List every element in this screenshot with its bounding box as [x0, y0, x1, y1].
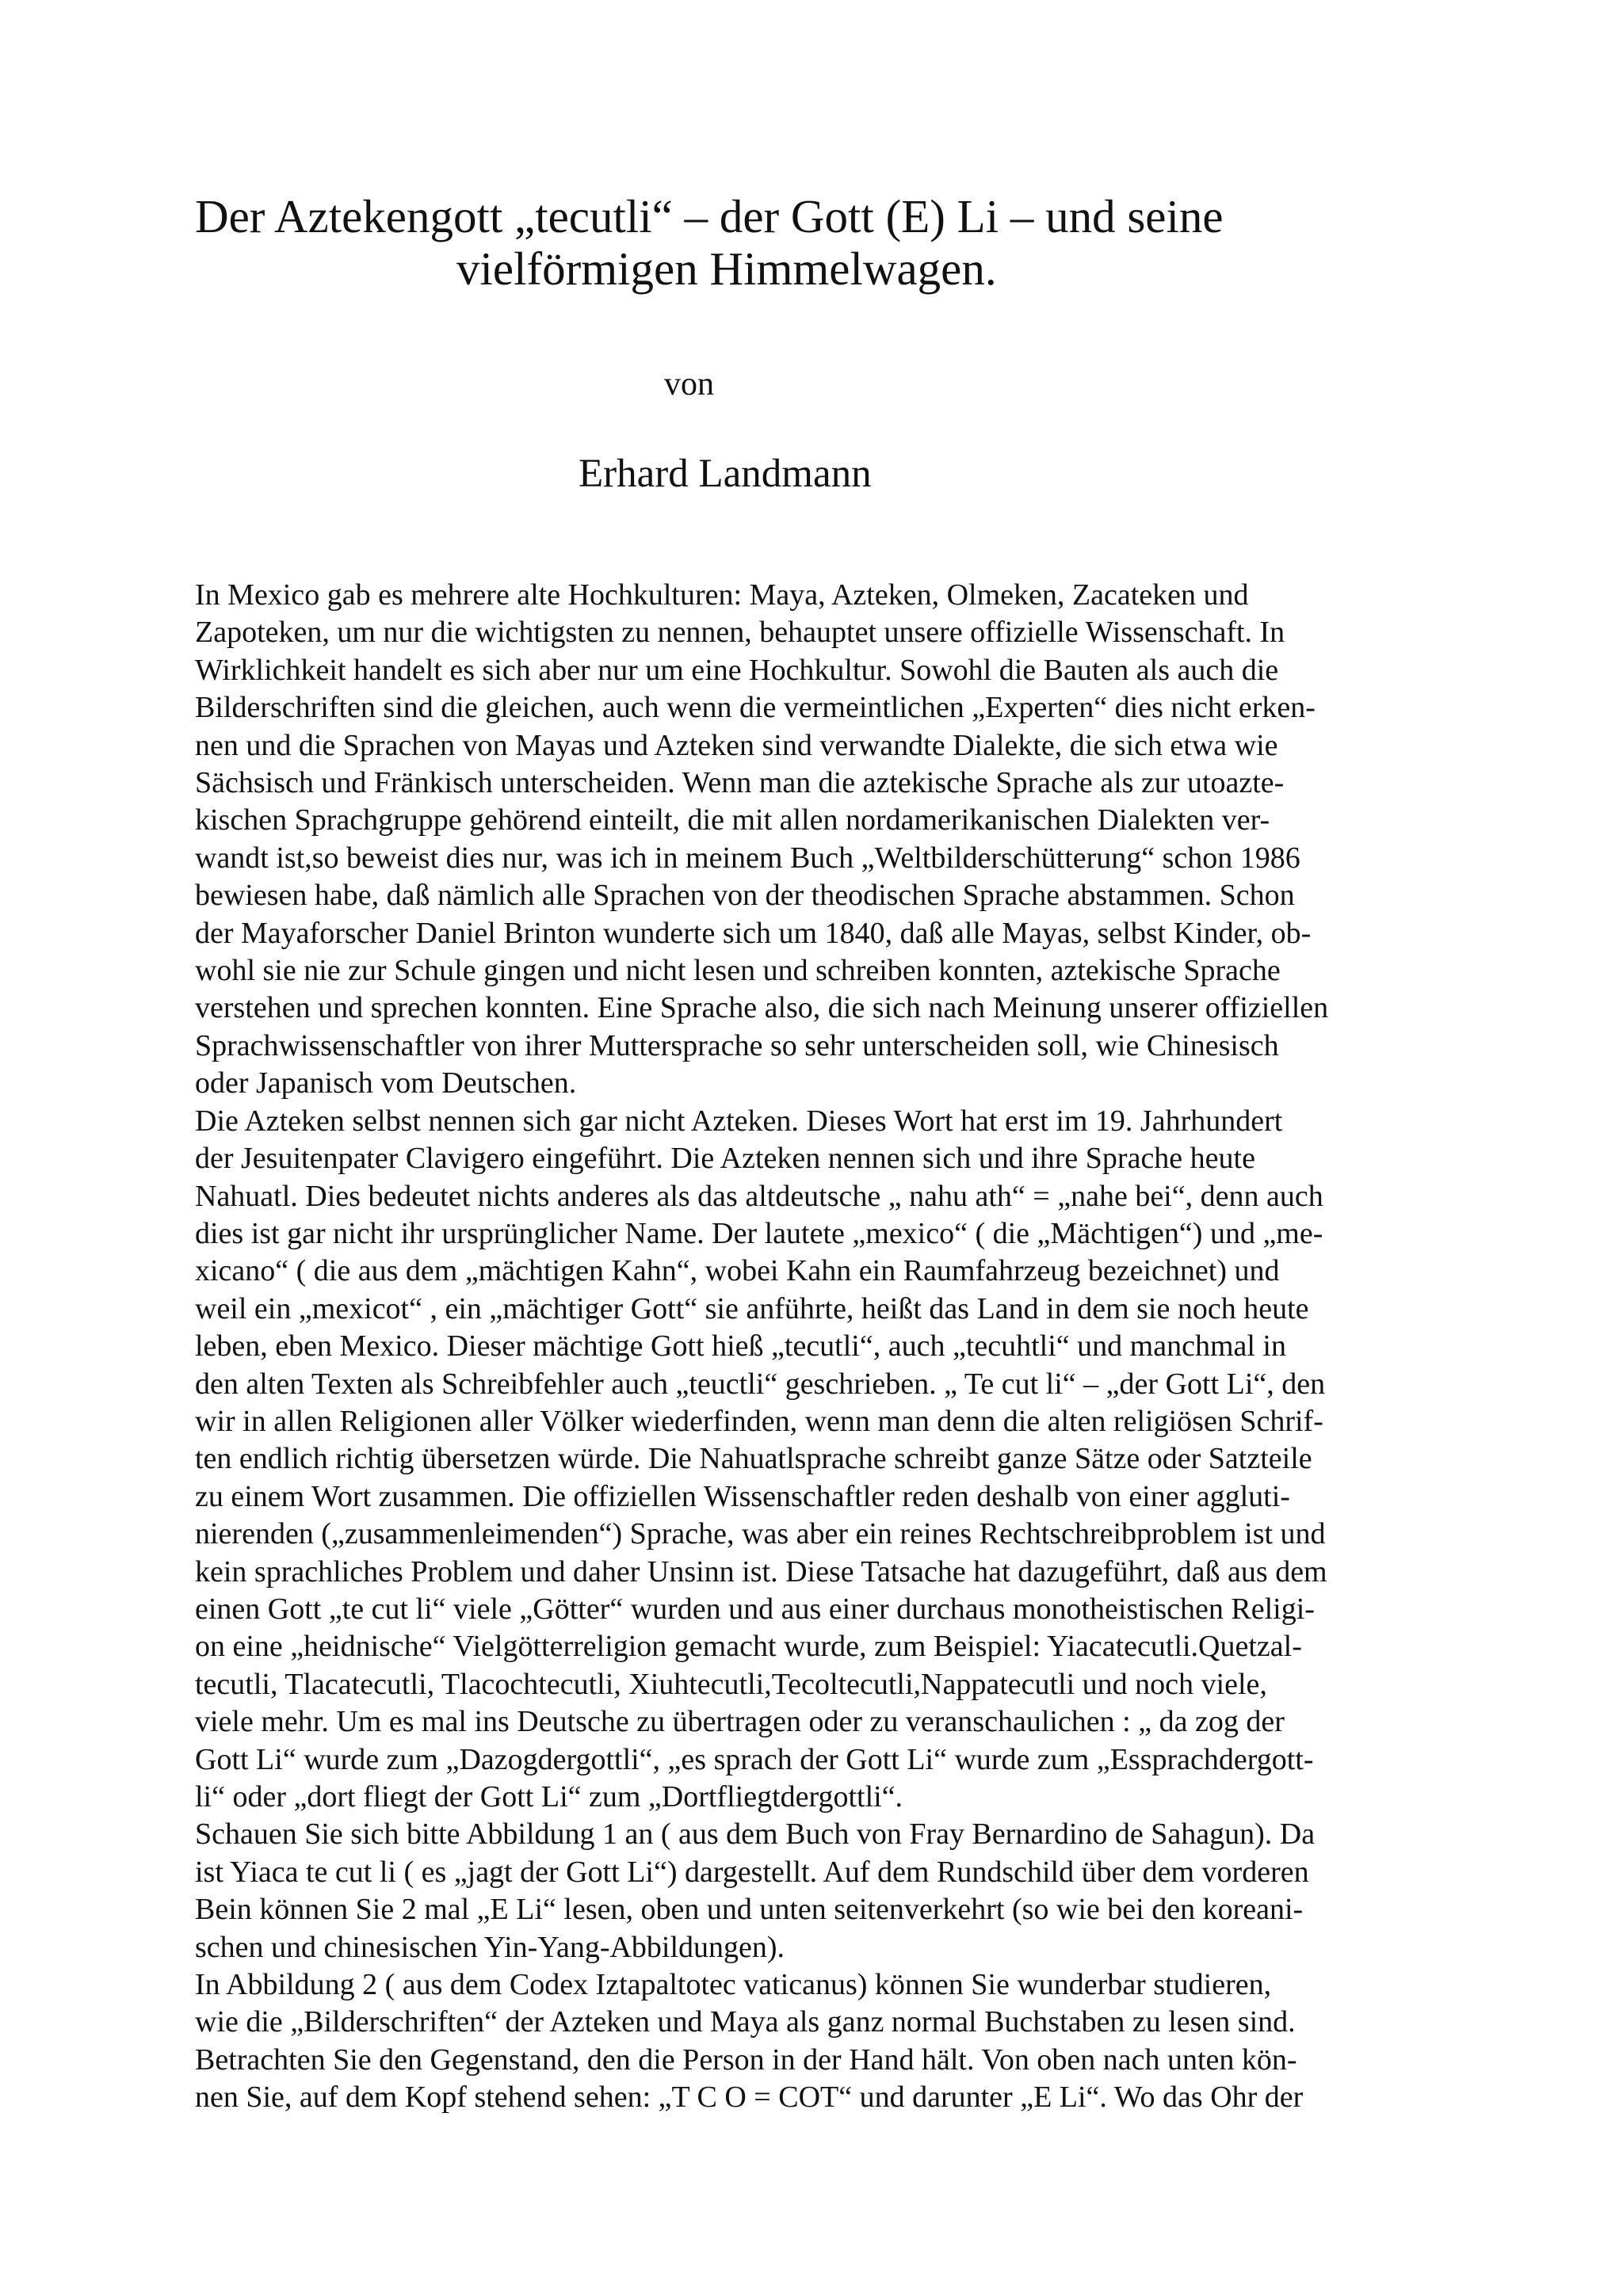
body-line: xicano“ ( die aus dem „mächtigen Kahn“, wobei Kahn ein Raumfahrzeug bezeichnet) und: [195, 1254, 1280, 1288]
body-line: Bilderschriften sind die gleichen, auch wenn die vermeintlichen „Experten“ dies nicht erken-: [195, 691, 1316, 725]
body-line: on eine „heidnische“ Vielgötterreligion gemacht wurde, zum Beispiel: Yiacatecutli.Quetzal-: [195, 1630, 1302, 1664]
body-line: wie die „Bilderschriften“ der Azteken und Maya als ganz normal Buchstaben zu lesen sind.: [195, 2005, 1296, 2039]
title-line-1: Der Aztekengott „tecutli“ – der Gott (E) Li – und seine: [195, 190, 1224, 242]
body-line: einen Gott „te cut li“ viele „Götter“ wurden und aus einer durchaus monotheistischen Religi-: [195, 1592, 1315, 1626]
title-line-2: vielförmigen Himmelwagen.: [456, 242, 997, 295]
body-line: nen Sie, auf dem Kopf stehend sehen: „T C O = COT“ und darunter „E Li“. Wo das Ohr der: [195, 2081, 1304, 2115]
body-line: dies ist gar nicht ihr ursprünglicher Name. Der lautete „mexico“ ( die „Mächtigen“) und „me-: [195, 1216, 1323, 1250]
body-line: Betrachten Sie den Gegenstand, den die Person in der Hand hält. Von oben nach unten kön-: [195, 2042, 1297, 2077]
body-line: Schauen Sie sich bitte Abbildung 1 an ( aus dem Buch von Fray Bernardino de Sahagun). Da: [195, 1817, 1316, 1852]
body-line: In Abbildung 2 ( aus dem Codex Iztapaltotec vaticanus) können Sie wunderbar studieren,: [195, 1968, 1272, 2002]
body-line: li“ oder „dort fliegt der Gott Li“ zum „Dortfliegtdergottli“.: [195, 1780, 903, 1814]
body-line: Die Azteken selbst nennen sich gar nicht Azteken. Dieses Wort hat erst im 19. Jahrhundert: [195, 1104, 1283, 1138]
body-line: ten endlich richtig übersetzen würde. Die Nahuatlsprache schreibt ganze Sätze oder Satzteile: [195, 1442, 1312, 1476]
body-line: bewiesen habe, daß nämlich alle Sprachen von der theodischen Sprache abstammen. Schon: [195, 879, 1295, 913]
body-text: [195, 577, 1463, 2117]
body-line: leben, eben Mexico. Dieser mächtige Gott hieß „tecutli“, auch „tecuhtli“ und manchmal in: [195, 1329, 1286, 1363]
byline-von: von: [664, 366, 714, 402]
body-line: verstehen und sprechen konnten. Eine Sprache also, die sich nach Meinung unserer offiziellen: [195, 991, 1329, 1025]
document-title: [195, 190, 1384, 295]
body-line: nen und die Sprachen von Mayas und Azteken sind verwandte Dialekte, die sich etwa wie: [195, 728, 1278, 762]
body-line: weil ein „mexicot“ , ein „mächtiger Gott“ sie anführte, heißt das Land in dem sie noch heute: [195, 1291, 1309, 1325]
body-line: wir in allen Religionen aller Völker wiederfinden, wenn man denn die alten religiösen Schrif-: [195, 1404, 1323, 1438]
body-line: wohl sie nie zur Schule gingen und nicht lesen und schreiben konnten, aztekische Sprache: [195, 954, 1281, 988]
body-line: tecutli, Tlacatecutli, Tlacochtecutli, Xiuhtecutli,Tecoltecutli,Nappatecutli und noch viele,: [195, 1667, 1267, 1701]
body-line: wandt ist,so beweist dies nur, was ich in meinem Buch „Weltbilderschütterung“ schon 1986: [195, 841, 1300, 875]
body-line: ist Yiaca te cut li ( es „jagt der Gott Li“) dargestellt. Auf dem Rundschild über dem vorderen: [195, 1855, 1309, 1889]
body-line: schen und chinesischen Yin-Yang-Abbildungen).: [195, 1930, 785, 1964]
body-line: der Jesuitenpater Clavigero eingeführt. Die Azteken nennen sich und ihre Sprache heute: [195, 1142, 1255, 1176]
body-line: Sächsisch und Fränkisch unterscheiden. Wenn man die aztekische Sprache als zur utoazte-: [195, 766, 1285, 800]
body-line: viele mehr. Um es mal ins Deutsche zu übertragen oder zu veranschaulichen : „ da zog der: [195, 1705, 1285, 1739]
body-line: In Mexico gab es mehrere alte Hochkulturen: Maya, Azteken, Olmeken, Zacateken und: [195, 578, 1249, 612]
body-line: kischen Sprachgruppe gehörend einteilt, die mit allen nordamerikanischen Dialekten ver-: [195, 803, 1270, 837]
body-line: kein sprachliches Problem und daher Unsinn ist. Diese Tatsache hat dazugeführt, daß aus dem: [195, 1554, 1327, 1589]
body-line: nierenden („zusammenleimenden“) Sprache, was aber ein reines Rechtschreibproblem ist und: [195, 1517, 1326, 1551]
body-line: Sprachwissenschaftler von ihrer Muttersprache so sehr unterscheiden soll, wie Chinesisch: [195, 1028, 1279, 1062]
body-line: Gott Li“ wurde zum „Dazogdergottli“, „es sprach der Gott Li“ wurde zum „Essprachdergott-: [195, 1742, 1314, 1776]
body-line: den alten Texten als Schreibfehler auch „teuctli“ geschrieben. „ Te cut li“ – „der Gott Li“, den: [195, 1367, 1326, 1401]
body-line: oder Japanisch vom Deutschen.: [195, 1066, 577, 1100]
body-line: Zapoteken, um nur die wichtigsten zu nennen, behauptet unsere offizielle Wissenschaft. In: [195, 616, 1285, 650]
body-line: Nahuatl. Dies bedeutet nichts anderes als das altdeutsche „ nahu ath“ = „nahe bei“, denn auch: [195, 1179, 1323, 1213]
body-line: Bein können Sie 2 mal „E Li“ lesen, oben und unten seitenverkehrt (so wie bei den koreani-: [195, 1893, 1304, 1927]
body-line: zu einem Wort zusammen. Die offiziellen Wissenschaftler reden deshalb von einer aggluti-: [195, 1479, 1290, 1513]
body-line: der Mayaforscher Daniel Brinton wunderte sich um 1840, daß alle Mayas, selbst Kinder, ob-: [195, 916, 1312, 950]
body-line: Wirklichkeit handelt es sich aber nur um eine Hochkultur. Sowohl die Bauten als auch die: [195, 653, 1279, 687]
author-name: Erhard Landmann: [579, 452, 872, 496]
